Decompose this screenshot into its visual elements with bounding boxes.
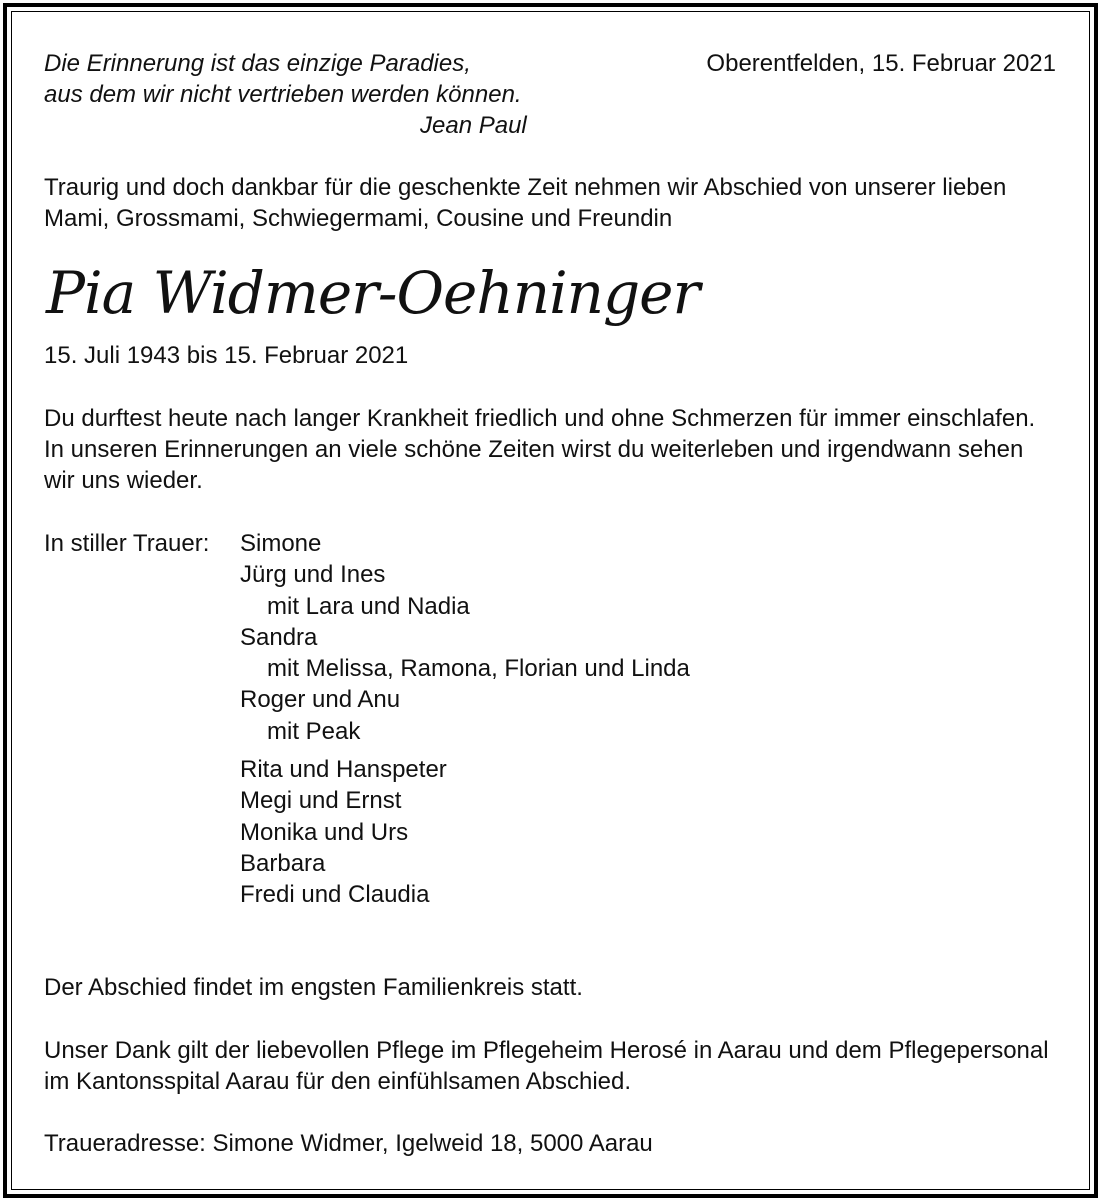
- mourner-children: mit Peak: [267, 717, 361, 745]
- quote: [44, 48, 527, 141]
- quote-author: Jean Paul: [420, 112, 527, 139]
- mourner-children: mit Lara und Nadia: [267, 592, 470, 620]
- message-line-1: Du durftest heute nach langer Krankheit friedlich und ohne Schmerzen für immer einschlafen.: [44, 405, 1036, 432]
- mourning-label: In stiller Trauer:: [44, 530, 210, 557]
- thanks-line-1: Unser Dank gilt der liebevollen Pflege im Pflegeheim Herosé in Aarau und dem Pflegepersonal: [44, 1037, 1049, 1064]
- quote-line-1: Die Erinnerung ist das einzige Paradies,: [44, 50, 471, 77]
- mourner-entry: Simone: [240, 530, 322, 557]
- mourner-children: mit Melissa, Ramona, Florian und Linda: [267, 655, 690, 683]
- farewell-message: [44, 403, 1035, 496]
- mourner-entry: Monika und Urs: [240, 818, 409, 846]
- place-date: Oberentfelden, 15. Februar 2021: [706, 50, 1056, 77]
- message-line-3: wir uns wieder.: [44, 467, 203, 494]
- mourner-entry: Fredi und Claudia: [240, 881, 430, 909]
- mourner-group-gap: [240, 747, 690, 754]
- intro-line-2: Mami, Grossmami, Schwiegermami, Cousine und Freundin: [44, 205, 673, 232]
- mourners-list: [240, 528, 690, 911]
- intro-line-1: Traurig und doch dankbar für die geschenkte Zeit nehmen wir Abschied von unserer lieben: [44, 174, 1007, 201]
- thanks-line-2: im Kantonsspital Aarau für den einfühlsamen Abschied.: [44, 1068, 632, 1095]
- mourner-entry: Megi und Ernst: [240, 787, 402, 815]
- intro-text: [44, 172, 1006, 234]
- mourner-entry: Jürg und Ines: [240, 561, 386, 589]
- mourner-entry: Sandra: [240, 623, 318, 651]
- mourning-address: Traueradresse: Simone Widmer, Igelweid 18, 5000 Aarau: [44, 1130, 653, 1157]
- farewell-note: Der Abschied findet im engsten Familienkreis statt.: [44, 974, 583, 1001]
- mourner-entry: Rita und Hanspeter: [240, 756, 447, 784]
- quote-line-2: aus dem wir nicht vertrieben werden können.: [44, 81, 522, 108]
- life-dates: 15. Juli 1943 bis 15. Februar 2021: [44, 342, 409, 369]
- mourner-entry: Roger und Anu: [240, 686, 401, 714]
- mourner-entry: Barbara: [240, 849, 326, 877]
- message-line-2: In unseren Erinnerungen an viele schöne Zeiten wirst du weiterleben und irgendwann sehen: [44, 436, 1024, 463]
- deceased-name: Pia Widmer-Oehninger: [46, 259, 700, 327]
- thanks-note: [44, 1035, 1049, 1097]
